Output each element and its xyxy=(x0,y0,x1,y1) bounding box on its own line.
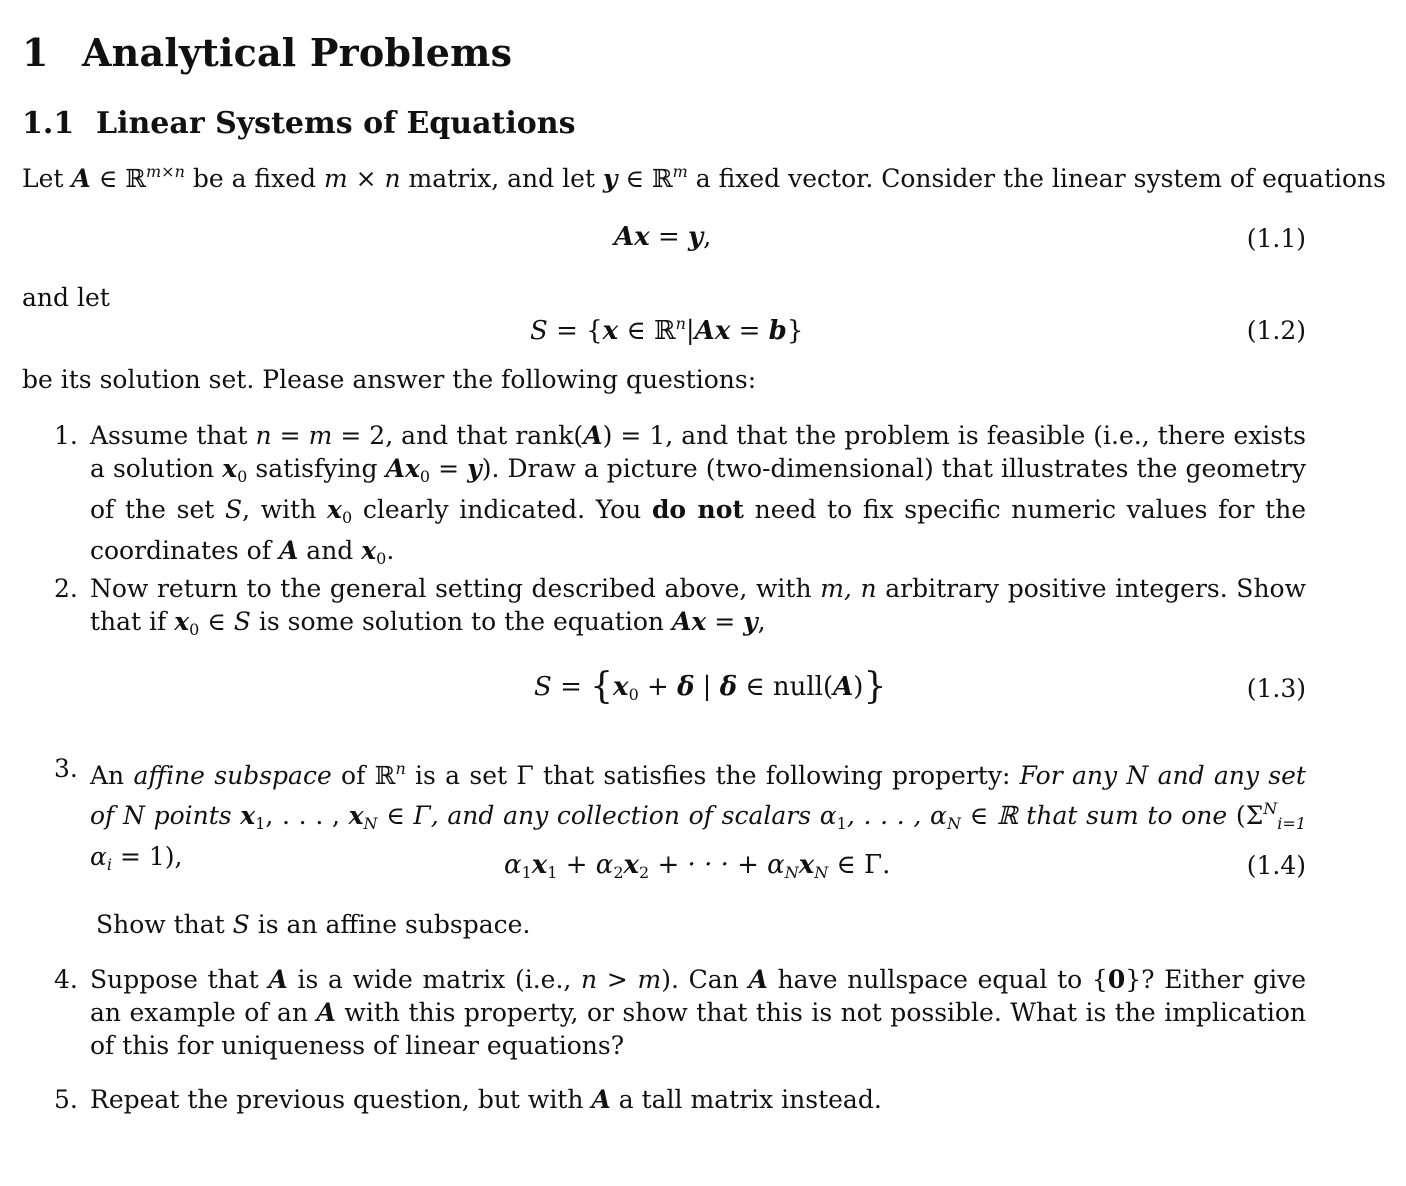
equation-tag-1-4: (1.4) xyxy=(1246,851,1306,880)
subsection-number: 1.1 xyxy=(22,106,75,141)
equation-1-3: $S = \{x_0 + \delta$ | δ ∈ null(A)} xyxy=(534,666,887,707)
question-item-5: 5. Repeat the previous question, but with A a tall matrix instead. xyxy=(54,1085,882,1114)
subsection-heading xyxy=(22,106,576,141)
question-item-1: 1. Assume that n = m = 2, and that rank(A) = 1, and that the problem is feasible (i.e., there exists a solution $x_0$ satisfying $Ax_0 = y$). Draw a picture (two-dimensional) that illustrates the geometry of the set S, with $x_0$ clearly indicated. You do not need to fix specific numeric values for the coordinates of A and $x_0$. xyxy=(54,421,1307,568)
equation-tag-1-3: (1.3) xyxy=(1246,674,1306,703)
equation-tag-1-2: (1.2) xyxy=(1246,316,1306,345)
show-affine-text: Show that S is an affine subspace. xyxy=(96,910,531,939)
question-label: 2. xyxy=(54,574,78,603)
intro-paragraph: Let A ∈ ℝ$^{m\times n}$ be a fixed m × n matrix, and let y ∈ ℝ$^m$ a fixed vector. Consider the linear system of equations xyxy=(22,162,1386,193)
question-item-2: 2. Now return to the general setting described above, with m, n arbitrary positive integers. Show that if $x_0$ ∈ S is some solution to the equation Ax = y, xyxy=(54,574,1306,639)
solution-set-text: be its solution set. Please answer the following questions: xyxy=(22,365,757,394)
question-label: 1. xyxy=(54,421,78,450)
equation-1-1: Ax = y, xyxy=(614,222,712,252)
equation-1-4: $\alpha_1x_1 + \alpha_2x_2$ + · · · + $\alpha_Nx_N$ ∈ Γ. xyxy=(504,850,891,882)
and-let-text: and let xyxy=(22,283,110,312)
section-number: 1 xyxy=(22,30,49,75)
equation-tag-1-1: (1.1) xyxy=(1246,224,1306,253)
question-label: 5. xyxy=(54,1085,78,1114)
section-title: Analytical Problems xyxy=(82,30,513,75)
question-label: 3. xyxy=(54,754,78,783)
question-label: 4. xyxy=(54,965,78,994)
question-item-4: 4. Suppose that A is a wide matrix (i.e., n > m). Can A have nullspace equal to {0}? Either give an example of an A with this property, or show that this is not possible. What is the implication of this for uniqueness of linear equations? xyxy=(54,965,1307,1060)
section-heading xyxy=(22,30,512,75)
equation-1-2: S = {x ∈ ℝ$^n$|Ax = b} xyxy=(530,314,804,346)
question-item-3: 3. An affine subspace of ℝ$^n$ is a set Γ that satisfies the following property: For any N and any set of N points $x_1$, . . . , $x_N$ ∈ Γ, and any collection of scalars $\alpha_1$, . . . , $\alpha_N$ ∈ ℝ that sum to one ($\Sigma^N_{i=1}$ $\alpha_i = 1$), xyxy=(54,754,1306,874)
subsection-title: Linear Systems of Equations xyxy=(96,106,576,141)
